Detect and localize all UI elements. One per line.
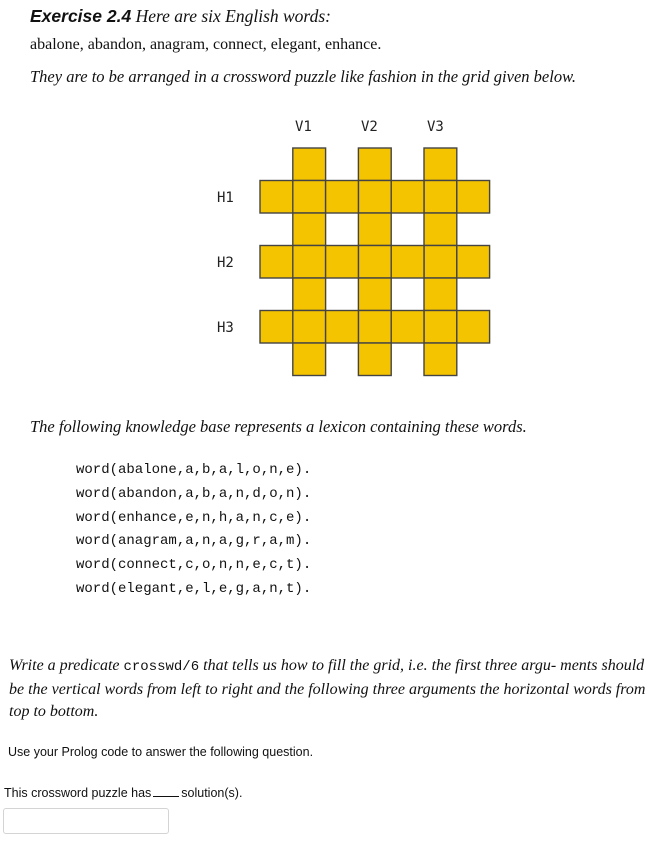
task-description xyxy=(9,655,649,724)
lexicon-fact: word(enhance,e,n,h,a,n,c,e). xyxy=(76,509,312,526)
grid-cell xyxy=(260,181,293,214)
grid-cell xyxy=(358,246,391,279)
grid-cell xyxy=(424,343,457,376)
grid-label-v1: V1 xyxy=(295,119,312,135)
grid-cell xyxy=(358,181,391,214)
lexicon-fact: word(anagram,a,n,a,g,r,a,m). xyxy=(76,533,312,550)
lexicon-facts xyxy=(76,459,311,602)
predicate-name: crosswd/6 xyxy=(123,659,200,675)
answer-input[interactable] xyxy=(3,808,169,834)
lexicon-fact: word(abalone,a,b,a,l,o,n,e). xyxy=(76,462,312,478)
word-list: abalone, abandon, anagram, connect, elegant, enhance. xyxy=(30,36,382,53)
grid-cell xyxy=(391,246,424,279)
grid-cell xyxy=(293,278,326,311)
lexicon-fact: word(abandon,a,b,a,n,d,o,n). xyxy=(76,485,312,502)
grid-cell xyxy=(391,181,424,214)
grid-cell xyxy=(424,278,457,311)
exercise-prompt: Here are six English words: xyxy=(135,6,331,26)
grid-cell xyxy=(424,246,457,279)
grid-cell xyxy=(358,213,391,246)
lexicon-intro: The following knowledge base represents a lexicon containing these words. xyxy=(30,417,527,436)
grid-cell xyxy=(326,246,359,279)
exercise-heading xyxy=(30,6,331,27)
question-instruction: Use your Prolog code to answer the following question. xyxy=(8,745,314,759)
grid-label-h1: H1 xyxy=(217,190,234,206)
arrangement-instruction: They are to be arranged in a crossword puzzle like fashion in the grid given below. xyxy=(30,67,576,86)
task-text-after: that tells us how to fill the grid, i.e. the first three argu- ments should be the vertical words from left to right and the following three arguments the horizontal words from top to bottom. xyxy=(9,657,646,720)
grid-cell xyxy=(293,311,326,344)
grid-label-h3: H3 xyxy=(217,320,234,336)
task-text-before: Write a predicate xyxy=(9,657,124,674)
grid-cell xyxy=(424,181,457,214)
grid-cell xyxy=(293,148,326,181)
grid-label-h2: H2 xyxy=(217,255,234,271)
grid-cell xyxy=(326,181,359,214)
grid-label-v2: V2 xyxy=(361,119,378,135)
grid-cell xyxy=(358,148,391,181)
grid-cell xyxy=(424,311,457,344)
crossword-grid xyxy=(200,115,500,385)
grid-cell xyxy=(326,311,359,344)
grid-cell xyxy=(424,148,457,181)
question-before-blank: This crossword puzzle has xyxy=(4,786,152,800)
grid-cell xyxy=(391,311,424,344)
grid-cell xyxy=(358,343,391,376)
grid-cell xyxy=(260,246,293,279)
grid-label-v3: V3 xyxy=(427,119,444,135)
grid-cell xyxy=(293,213,326,246)
exercise-number: Exercise 2.4 xyxy=(30,6,132,26)
question-blank xyxy=(153,786,179,797)
grid-cell xyxy=(457,181,490,214)
grid-cell xyxy=(293,181,326,214)
grid-cell xyxy=(260,311,293,344)
grid-cell xyxy=(424,213,457,246)
grid-cell xyxy=(293,343,326,376)
lexicon-fact: word(elegant,e,l,e,g,a,n,t). xyxy=(76,580,312,597)
crossword-grid-graphic xyxy=(200,115,500,385)
grid-cell xyxy=(457,246,490,279)
grid-cell xyxy=(457,311,490,344)
question-text xyxy=(4,786,242,800)
grid-cell xyxy=(358,311,391,344)
grid-cell xyxy=(358,278,391,311)
grid-cell xyxy=(293,246,326,279)
question-after-blank: solution(s). xyxy=(181,786,243,800)
lexicon-fact: word(connect,c,o,n,n,e,c,t). xyxy=(76,557,312,574)
